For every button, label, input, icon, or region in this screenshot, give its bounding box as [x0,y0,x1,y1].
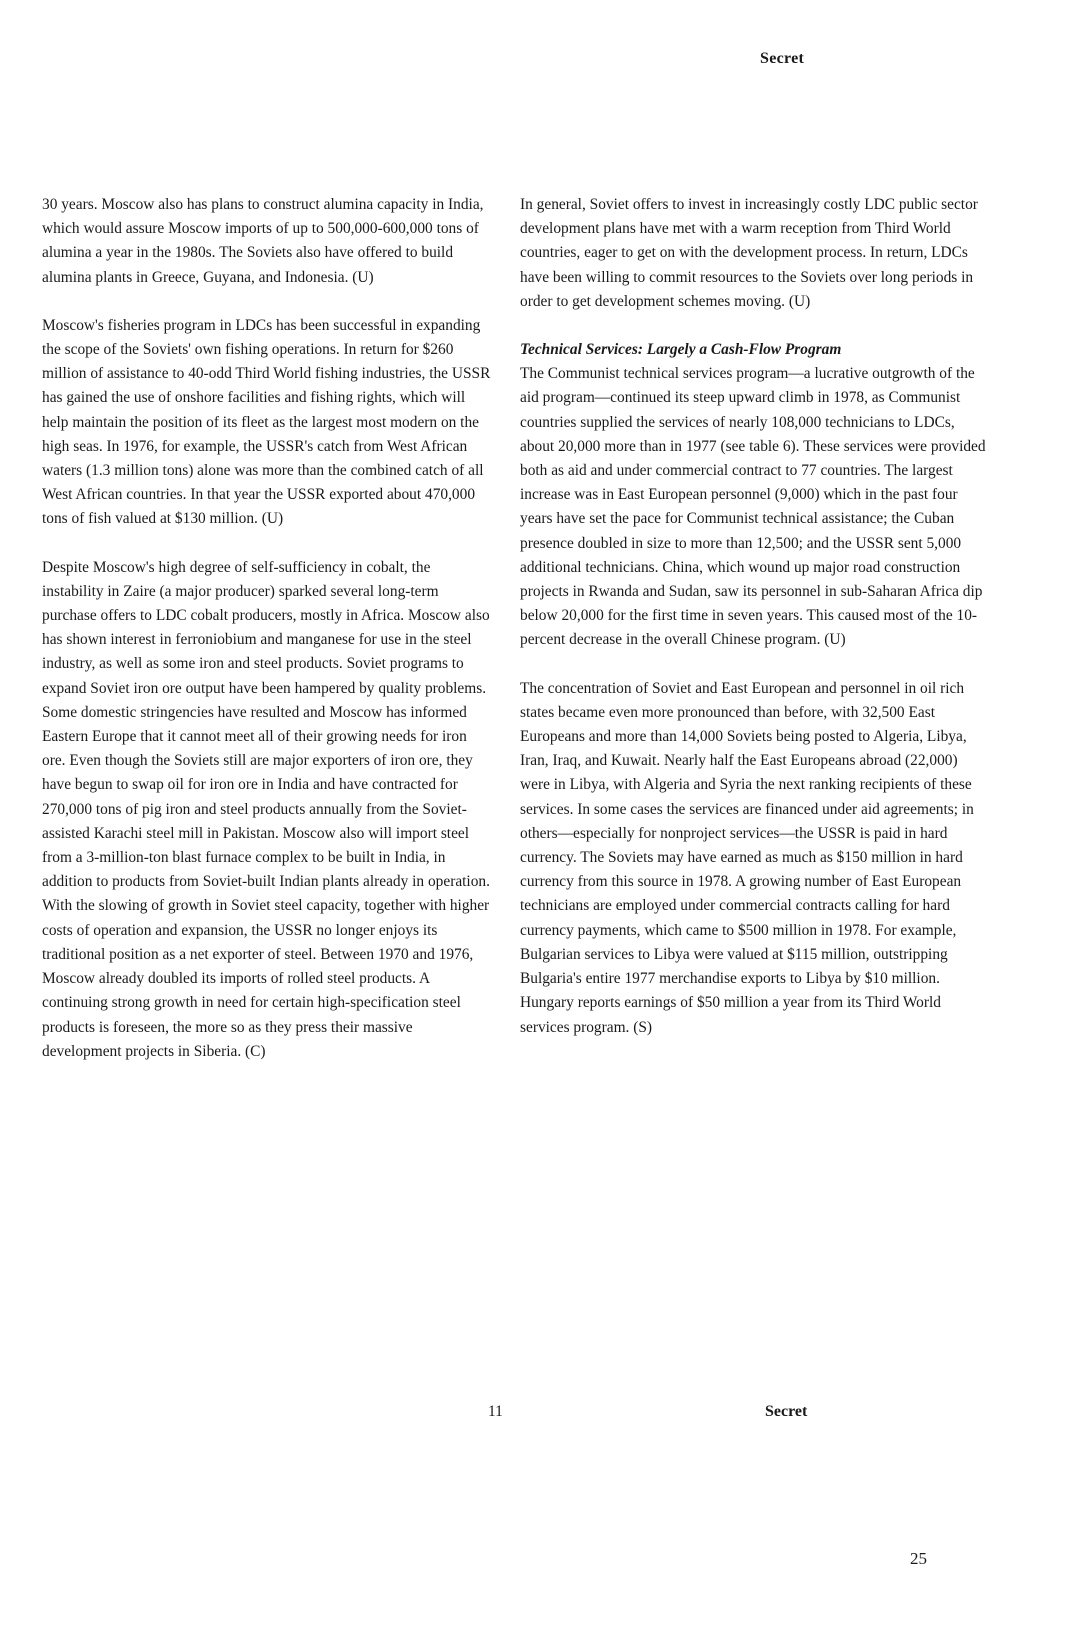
page-number: 11 [488,1403,503,1420]
document-page-number: 25 [910,1549,927,1568]
paragraph-oil-states-personnel: The concentration of Soviet and East European and personnel in oil rich states became even more pronounced than before, with 32,500 East Europeans and more than 14,000 Soviets being posted to Algeria, Libya, Iran, Iraq, and Kuwait. Nearly half the East Europeans abroad (22,000) were in Libya, with Algeria and Syria the next ranking recipients of these services. In some cases the services are financed under aid agreements; in others—especially for nonproject services—the USSR is paid in hard currency. The Soviets may have earned as much as $150 million in hard currency from this source in 1978. A growing number of East European technicians are employed under commercial contracts calling for hard currency payments, which came to $500 million in 1978. For example, Bulgarian services to Libya were valued at $115 million, outstripping Bulgaria's entire 1977 merchandise exports to Libya by $10 million. Hungary reports earnings of $50 million a year from its Third World services program. (S) [520,679,974,1036]
right-column [520,193,990,1064]
paragraph-technical-services: The Communist technical services program—a lucrative outgrowth of the aid program—continued its steep upward climb in 1978, as Communist countries supplied the services of nearly 108,000 technicians to LDCs, about 20,000 more than in 1977 (see table 6). These services were provided both as aid and under commercial contract to 77 countries. The largest increase was in East European personnel (9,000) which in the past four years have set the pace for Communist technical assistance; the Cuban presence doubled in size to more than 12,500; and the USSR sent 5,000 additional technicians. China, which wound up major road construction projects in Rwanda and Sudan, saw its personnel in sub-Saharan Africa dip below 20,000 for the first time in seven years. This caused most of the 10-percent decrease in the overall Chinese program. (U) [520,365,986,649]
left-column [42,193,492,1088]
classification-marking-bottom: Secret [765,1403,808,1420]
paragraph-cobalt-steel: Despite Moscow's high degree of self-sufficiency in cobalt, the instability in Zaire (a major producer) sparked several long-term purchase offers to LDC cobalt producers, mostly in Africa. Moscow also has shown interest in ferroniobium and manganese for use in the steel industry, as well as some iron and steel products. Soviet programs to expand Soviet iron ore output have been hampered by quality problems. Some domestic stringencies have resulted and Moscow has informed Eastern Europe that it cannot meet all of their growing needs for iron ore. Even though the Soviets still are major exporters of iron ore, they have begun to swap oil for iron ore in India and have contracted for 270,000 tons of pig iron and steel products annually from the Soviet-assisted Karachi steel mill in Pakistan. Moscow also will import steel from a 3-million-ton blast furnace complex to be built in India, in addition to products from Soviet-built Indian plants already in operation. With the slowing of growth in Soviet steel capacity, together with higher costs of operation and expansion, the USSR no longer enjoys its traditional position as a net exporter of steel. Between 1970 and 1976, Moscow already doubled its imports of rolled steel products. A continuing strong growth in need for certain high-specification steel products is foreseen, the more so as they press their massive development projects in Siberia. (C) [42,558,490,1060]
paragraph-alumina: 30 years. Moscow also has plans to construct alumina capacity in India, which would assure Moscow imports of up to 500,000-600,000 tons of alumina a year in the 1980s. The Soviets also have offered to build alumina plants in Greece, Guyana, and Indonesia. (U) [42,196,484,286]
section-heading-technical-services: Technical Services: Largely a Cash-Flow Program [520,341,842,359]
paragraph-soviet-investment: In general, Soviet offers to invest in increasingly costly LDC public sector development plans have met with a warm reception from Third World countries, eager to get on with the development process. In return, LDCs have been willing to commit resources to the Soviets over long periods in order to get development schemes moving. (U) [520,196,978,310]
paragraph-fisheries: Moscow's fisheries program in LDCs has been successful in expanding the scope of the Soviets' own fishing operations. In return for $260 million of assistance to 40-odd Third World fishing industries, the USSR has gained the use of onshore facilities and fishing rights, which will help maintain the position of its fleet as the largest most modern on the high seas. In 1976, for example, the USSR's catch from West African waters (1.3 million tons) alone was more than the combined catch of all West African countries. In that year the USSR exported about 470,000 tons of fish valued at $130 million. (U) [42,316,491,528]
classification-marking-top: Secret [760,50,805,67]
